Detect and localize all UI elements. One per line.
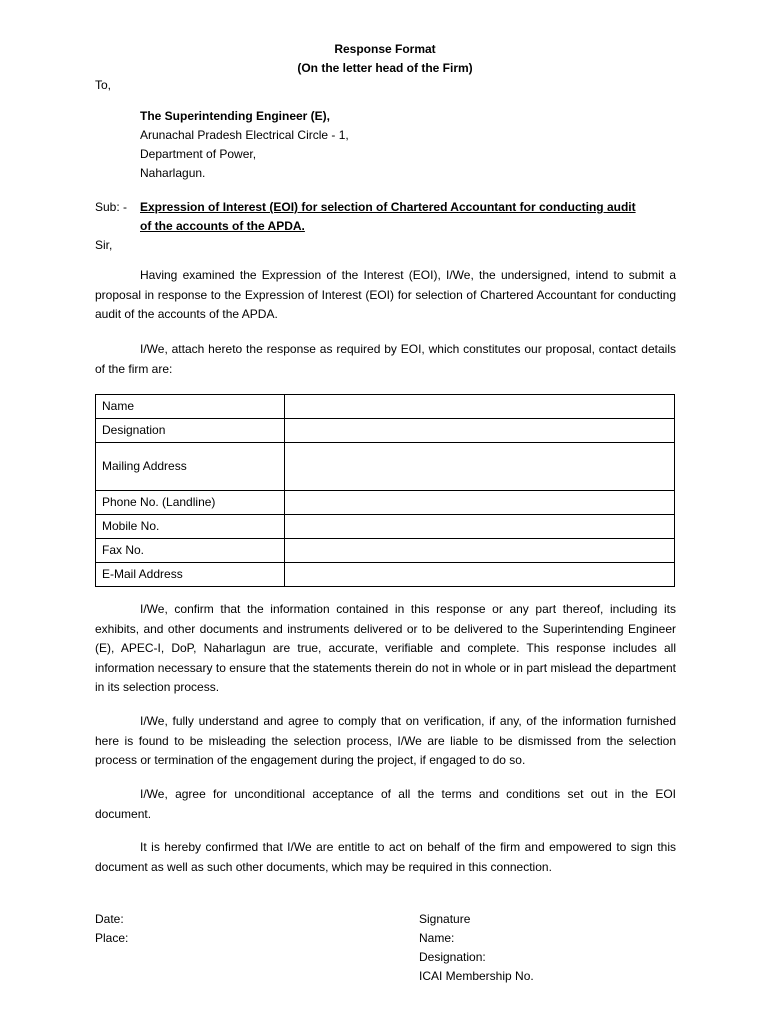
name-label: Name: [419,931,455,945]
addressee-line-2: Arunachal Pradesh Electrical Circle - 1, [140,128,349,142]
footer-right [419,910,534,986]
row-label-fax: Fax No. [96,539,285,563]
subject-label: Sub: - [95,200,128,214]
row-value-mobile[interactable] [285,515,675,539]
footer-left [95,910,128,948]
row-label-email: E-Mail Address [96,563,285,587]
paragraph-1: Having examined the Expression of the Interest (EOI), I/We, the undersigned, intend to submit a proposal in response to the Expression of Interest (EOI) for selection of Chartered Accountant for conducting audit of the accounts of the APDA. [95,268,676,321]
document-subtitle: (On the letter head of the Firm) [297,61,473,75]
addressee-line-3: Department of Power, [140,147,257,161]
table-row [96,443,675,491]
row-value-name[interactable] [285,395,675,419]
table-row [96,515,675,539]
row-value-phone[interactable] [285,491,675,515]
row-value-mailing-address[interactable] [285,443,675,491]
addressee-line-4: Naharlagun. [140,166,206,180]
table-row [96,563,675,587]
document-title: Response Format [334,42,436,56]
paragraph-5: I/We, agree for unconditional acceptance of all the terms and conditions set out in the EOI document. [95,787,676,821]
row-value-designation[interactable] [285,419,675,443]
paragraph-3: I/We, confirm that the information contained in this response or any part thereof, including its exhibits, and other documents and instruments delivered or to be delivered to the Superintending Engineer (E), APEC-I, DoP, Naharlagun are true, accurate, verifiable and complete. This response includes all information necessary to ensure that the statements therein do not in whole or in part mislead the department in its selection process. [95,602,676,694]
row-value-email[interactable] [285,563,675,587]
addressee-block [140,107,349,183]
row-value-fax[interactable] [285,539,675,563]
table-row [96,491,675,515]
paragraph-6: It is hereby confirmed that I/We are entitle to act on behalf of the firm and empowered to sign this document as well as such other documents, which may be required in this connection. [95,840,676,874]
table-row [96,539,675,563]
signature-label: Signature [419,912,471,926]
place-label: Place: [95,931,129,945]
icai-membership-label: ICAI Membership No. [419,969,534,983]
row-label-mobile: Mobile No. [96,515,285,539]
addressee-line-1: The Superintending Engineer (E), [140,109,331,123]
row-label-phone: Phone No. (Landline) [96,491,285,515]
row-label-name: Name [96,395,285,419]
row-label-mailing-address: Mailing Address [96,443,285,491]
paragraph-2: I/We, attach hereto the response as required by EOI, which constitutes our proposal, contact details of the firm are: [95,342,676,376]
designation-label: Designation: [419,950,486,964]
subject-line-2: of the accounts of the APDA. [140,219,305,233]
subject-line-1: Expression of Interest (EOI) for selection of Chartered Accountant for conducting audit [140,200,636,214]
row-label-designation: Designation [96,419,285,443]
paragraph-4: I/We, fully understand and agree to comply that on verification, if any, of the information furnished here is found to be misleading the selection process, I/We are liable to be dismissed from the selection process or termination of the engagement during the project, if engaged to do so. [95,714,676,767]
to-label: To, [95,78,112,92]
table-row [96,395,675,419]
salutation: Sir, [95,238,113,252]
contact-details-table [95,394,675,587]
date-label: Date: [95,912,124,926]
table-row [96,419,675,443]
